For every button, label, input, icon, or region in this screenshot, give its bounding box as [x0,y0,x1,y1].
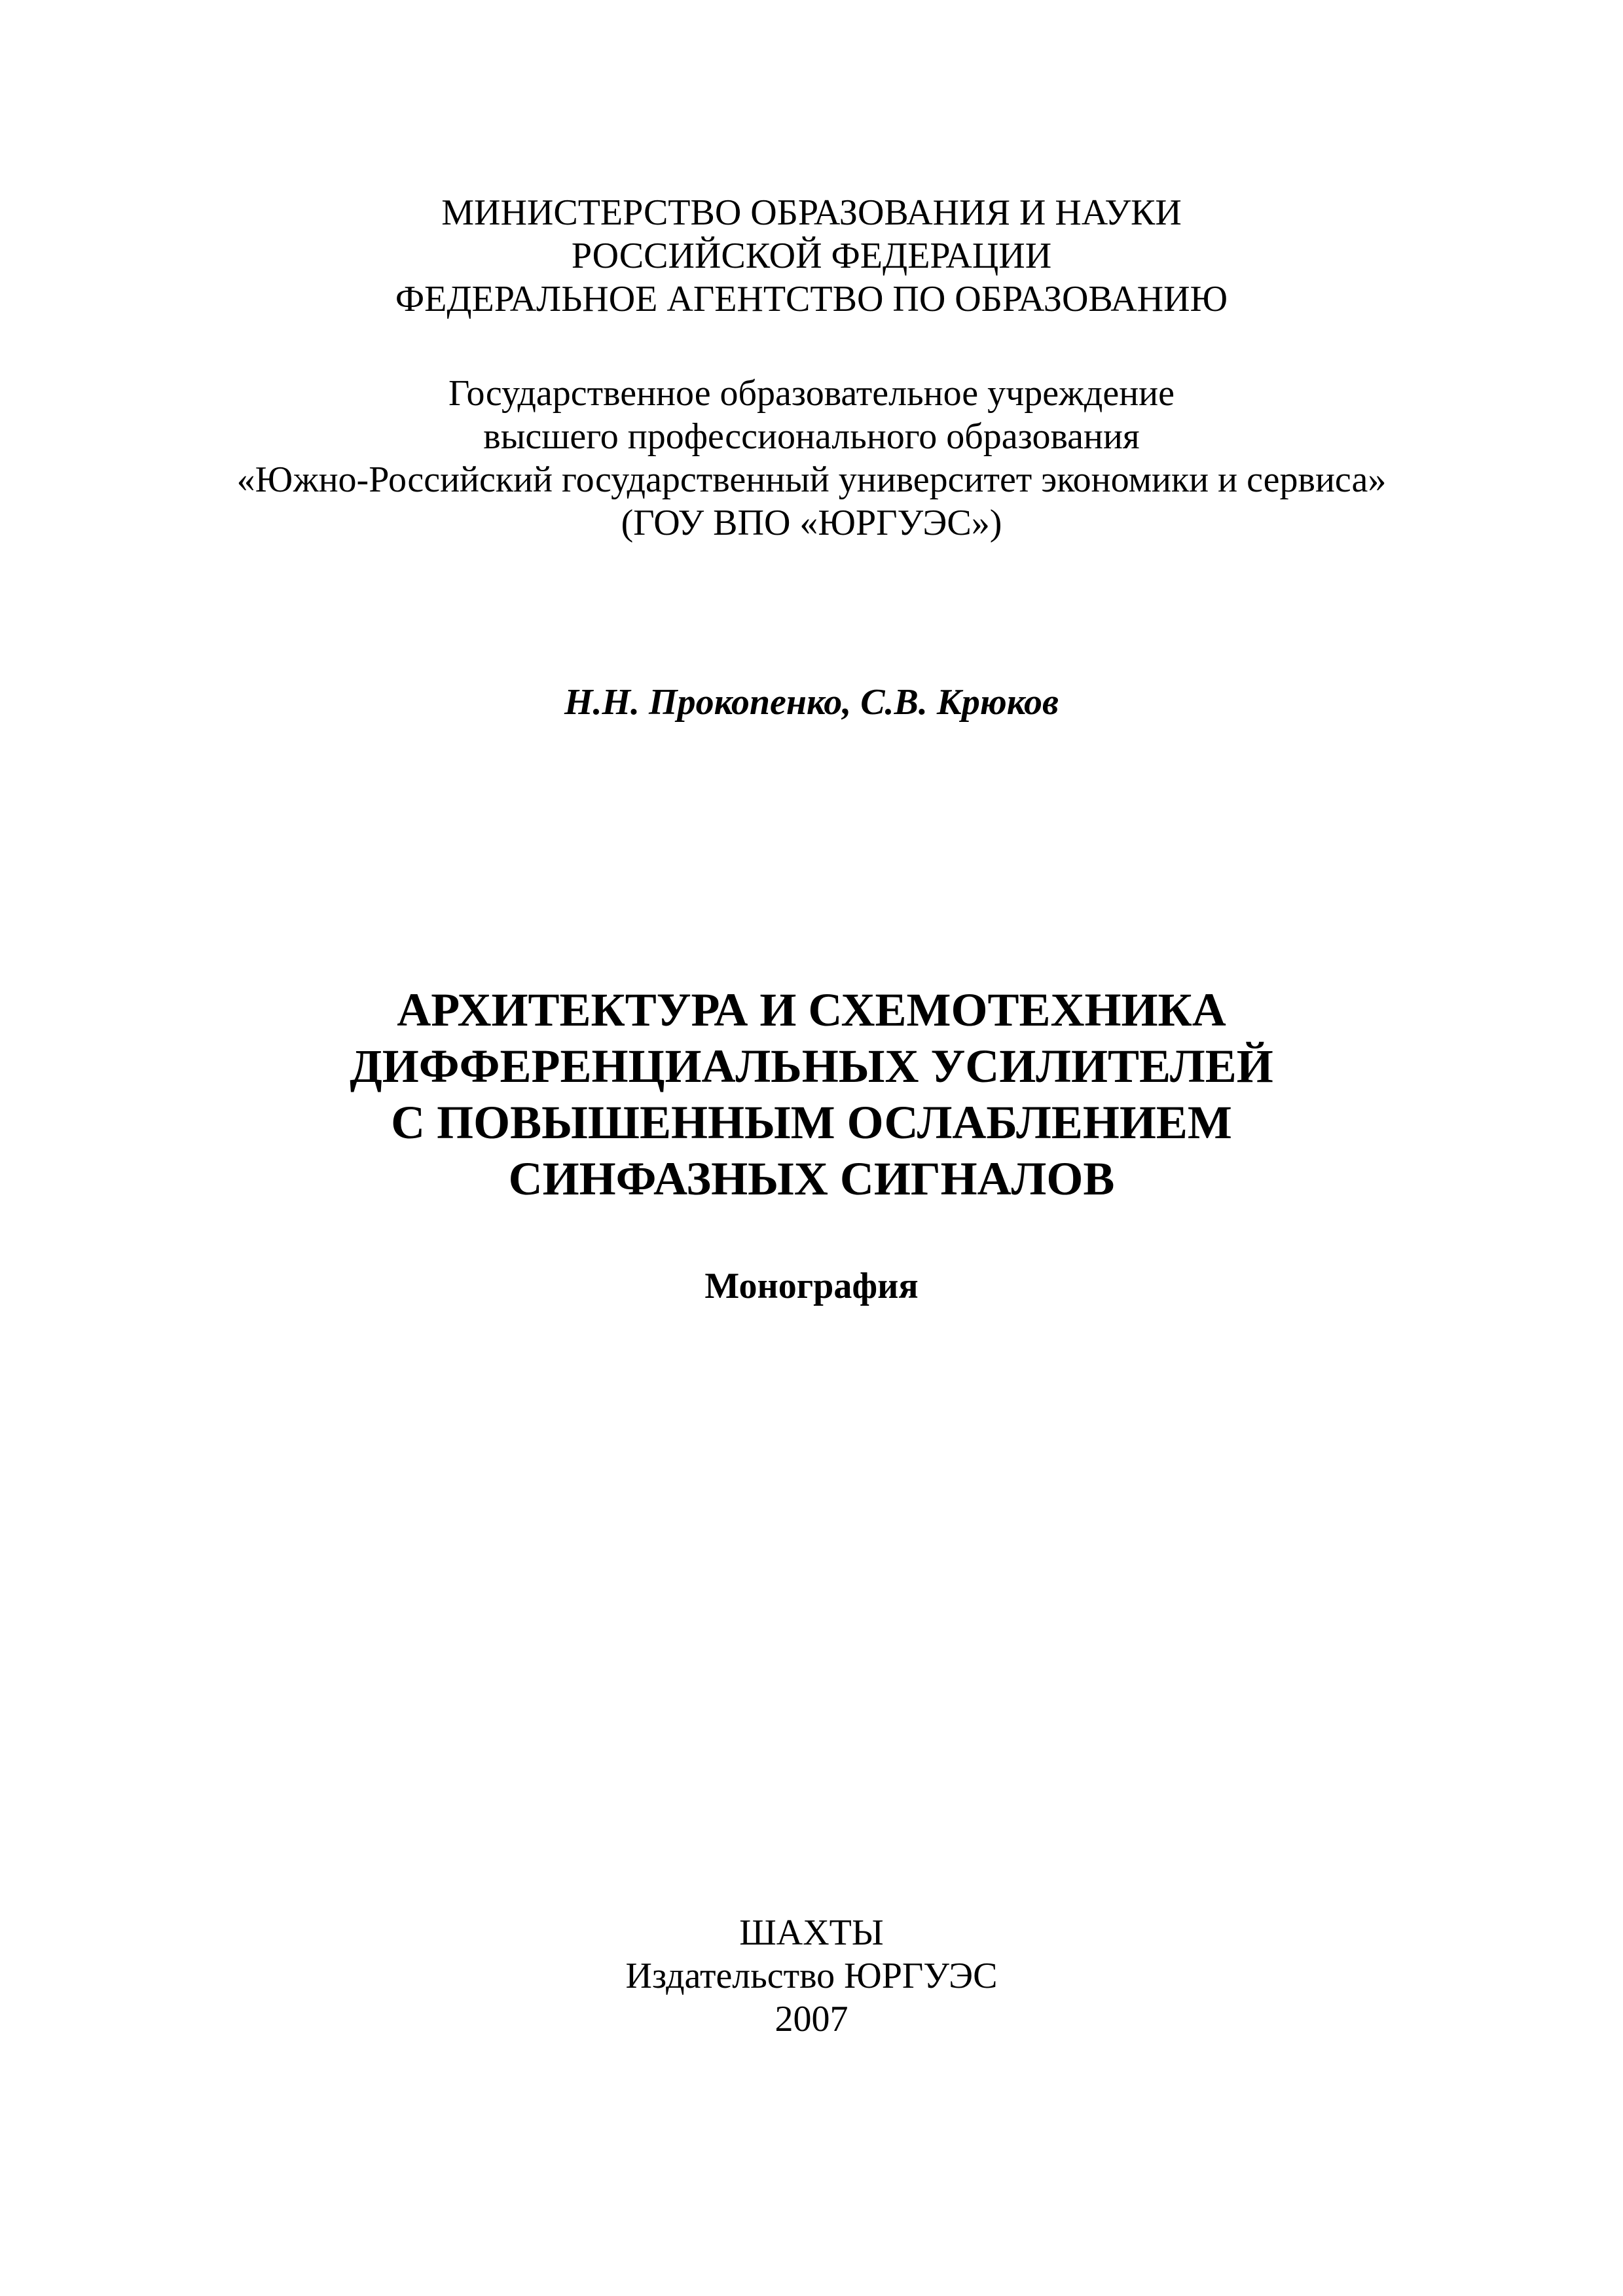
ministry-line: МИНИСТЕРСТВО ОБРАЗОВАНИЯ И НАУКИ [441,192,1182,233]
title-line: ДИФФЕРЕНЦИАЛЬНЫХ УСИЛИТЕЛЕЙ [350,1040,1273,1092]
imprint-city: ШАХТЫ [739,1912,884,1953]
document-type [0,1265,1623,1308]
imprint-publisher: Издательство ЮРГУЭС [625,1956,998,1996]
title-line: С ПОВЫШЕННЫМ ОСЛАБЛЕНИЕМ [391,1096,1232,1149]
authors-text: Н.Н. Прокопенко, С.В. Крюков [564,682,1059,723]
book-title [0,982,1623,1207]
title-line: СИНФАЗНЫХ СИГНАЛОВ [508,1153,1115,1205]
institution-line: «Южно-Российский государственный университет экономики и сервиса» [236,459,1387,500]
institution-line: Государственное образовательное учреждение [448,373,1175,414]
institution-line: (ГОУ ВПО «ЮРГУЭС») [621,503,1002,543]
institution-header [0,372,1623,545]
authors [0,681,1623,724]
ministry-line: РОССИЙСКОЙ ФЕДЕРАЦИИ [571,236,1052,276]
document-type-text: Монография [704,1266,919,1306]
ministry-line: ФЕДЕРАЛЬНОЕ АГЕНТСТВО ПО ОБРАЗОВАНИЮ [395,279,1228,319]
title-line: АРХИТЕКТУРА И СХЕМОТЕХНИКА [397,984,1226,1036]
ministry-header [0,191,1623,321]
institution-line: высшего профессионального образования [483,416,1140,457]
imprint [0,1911,1623,2041]
imprint-year: 2007 [775,1999,848,2039]
